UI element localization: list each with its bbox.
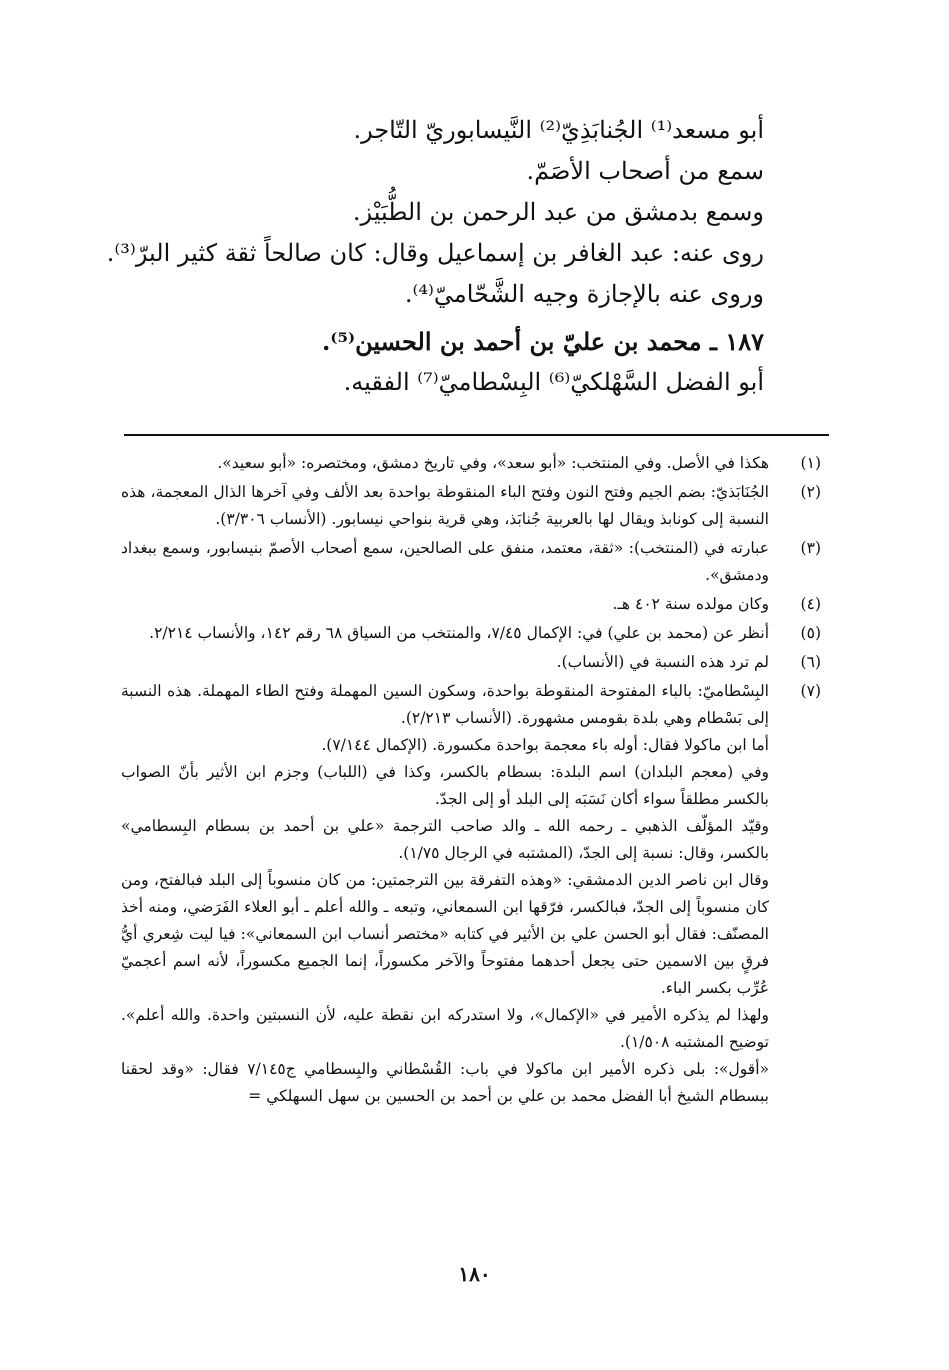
main-text [106, 110, 764, 403]
footnote-text: أما ابن ماكولا فقال: أوله باء معجمة بواحدة مكسورة. (الإكمال ٧/١٤٤). [321, 736, 769, 754]
footnote-text: وقال ابن ناصر الدين الدمشقي: «وهذه التفرقة بين الترجمتين: من كان منسوباً إلى البلد فبالفتح، ومن كان منسوباً إلى الجدّ، فبالكسر، فرّقها ابن السمعاني، وتبعه ـ والله أعلم ـ أبو العلاء الفَرَضي، ومنه أخذ المصنّف: فقال أبو الحسن علي بن الأثير في كتابه «مختصر أنساب ابن السمعاني»: فيا ليت شِعري أيُّ فرقٍ بين الاسمين حتى يجعل أحدهما مفتوحاً والآخر مكسوراً، إنما الجميع مكسوراً، لأنه اسم أعجميّ عُرِّب بكسر الباء. [121, 871, 769, 997]
footnote-number: (٦) [800, 653, 821, 671]
page-number: ١٨٠ [458, 1262, 491, 1286]
footnote-number: (١) [800, 454, 821, 472]
footnote-number: (٣) [800, 539, 821, 557]
footnote-text: البِسْطاميّ: بالباء المفتوحة المنقوطة بواحدة، وسكون السين المهملة وفتح الطاء المهملة. هذه النسبة إلى بَسْطام وهي بلدة بقومس مشهورة. (الأنساب ٢/٢١٣). [121, 682, 769, 727]
main-line: روى عنه: عبد الغافر بن إسماعيل وقال: كان صالحاً ثقة كثير البرّ⁽³⁾. [106, 239, 764, 267]
main-line: أبو مسعد⁽¹⁾ الجُنابَذِيّ⁽²⁾ النَّيسابوريّ التّاجر. [353, 116, 764, 144]
footnote-text: لم ترد هذه النسبة في (الأنساب). [556, 653, 769, 671]
entry-title: ١٨٧ ـ محمد بن عليّ بن أحمد بن الحسين⁽⁵⁾. [321, 327, 764, 356]
footnote-text: عبارته في (المنتخب): «ثقة، معتمد، منفق على الصالحين، سمع أصحاب الأصمّ بنيسابور، وسمع ببغداد ودمشق». [121, 539, 769, 584]
footnotes [121, 450, 821, 1112]
entry-line: أبو الفضل السَّهْلكيّ⁽⁶⁾ البِسْطاميّ⁽⁷⁾ الفقيه. [343, 368, 764, 396]
footnote-number: (٤) [800, 595, 821, 613]
footnote-separator [124, 434, 829, 436]
footnote [121, 620, 821, 647]
footnote-text: «أقول»: بلى ذكره الأمير ابن ماكولا في باب: القُسْطاني والبِسطامي ج٧/١٤٥ فقال: «وقد لحقنا ببسطام الشيخ أبا الفضل محمد بن علي بن أحمد بن الحسين بن سهل السهلكي = [121, 1060, 769, 1105]
footnote-text: هكذا في الأصل. وفي المنتخب: «أبو سعد»، وفي تاريخ دمشق، ومختصره: «أبو سعيد». [217, 454, 769, 472]
main-line: سمع من أصحاب الأصَمّ. [526, 157, 764, 185]
footnote-number: (٥) [800, 624, 821, 642]
main-line: وروى عنه بالإجازة وجيه الشَّحّاميّ⁽⁴⁾. [404, 280, 764, 308]
footnote-number: (٧) [800, 682, 821, 700]
footnote-number: (٢) [800, 483, 821, 501]
footnote-text: ولهذا لم يذكره الأمير في «الإكمال»، ولا استدركه ابن نقطة عليه، لأن النسبتين واحدة. والله أعلم». توضيح المشتبه ١/٥٠٨). [121, 1006, 769, 1051]
footnote [121, 591, 821, 618]
footnote [121, 535, 821, 589]
footnote [121, 479, 821, 533]
footnote-text: وكان مولده سنة ٤٠٢ هـ. [612, 595, 769, 613]
footnote-text: وقيّد المؤلّف الذهبي ـ رحمه الله ـ والد صاحب الترجمة «علي بن أحمد بن بسطام البِسطامي» بالكسر، وقال: نسبة إلى الجدّ، (المشتبه في الرجال ١/٧٥). [121, 817, 769, 862]
footnote [121, 649, 821, 676]
footnote [121, 678, 821, 1110]
footnote-text: وفي (معجم البلدان) اسم البلدة: بسطام بالكسر، وكذا في (اللباب) وجزم ابن الأثير بأنّ الصواب بالكسر مطلقاً سواء أكان نَسَبَه إلى البلد أو إلى الجدّ. [121, 763, 769, 808]
footnote-text: أنظر عن (محمد بن علي) في: الإكمال ٧/٤٥، والمنتخب من السياق ٦٨ رقم ١٤٢، والأنساب ٢/٢١٤. [149, 624, 769, 642]
footnote [121, 450, 821, 477]
main-line: وسمع بدمشق من عبد الرحمن بن الطُّبَيْز. [352, 198, 764, 226]
footnote-text: الجُنَابَذيّ: بضم الجيم وفتح النون وفتح الباء المنقوطة بواحدة بعد الألف وفي آخرها الذال المعجمة، هذه النسبة إلى كونابذ ويقال لها بالعربية جُنابَذ، وهي قرية بنواحي نيسابور. (الأنساب ٣/٣٠٦). [121, 483, 769, 528]
